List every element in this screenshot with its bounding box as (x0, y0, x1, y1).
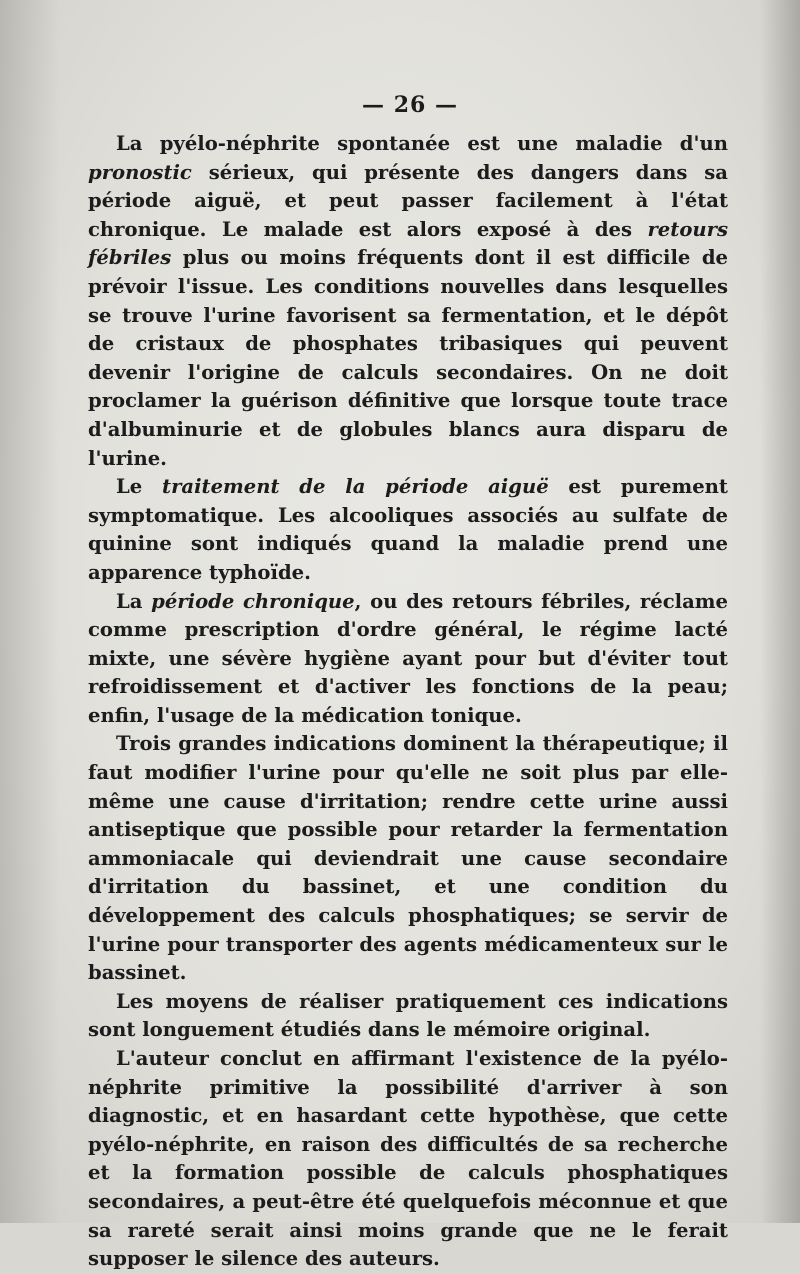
italic-phrase: période chronique (151, 589, 355, 613)
italic-phrase: pronostic (88, 160, 192, 184)
text-run: plus ou moins fréquents dont il est difficile de prévoir l'issue. Les conditions nouvelles dans lesquelles se trouve l'urine favorisent sa fermentation, et le dépôt de cristaux de phosphates tribasiques qui peuvent devenir l'origine de calculs secondaires. On ne doit proclamer la guérison définitive que lorsque toute trace d'albuminurie et de globules blancs aura disparu de l'urine. (88, 246, 728, 470)
text-run: Les moyens de réaliser pratiquement ces indications sont longuement étudiés dans le mémoire original. (88, 989, 728, 1042)
paragraph (88, 130, 728, 473)
text-run: est purement symptomatique. Les alcooliques associés au sulfate de quinine sont indiqués quand la maladie prend une apparence typhoïde. (88, 475, 728, 584)
text-run: Trois grandes indications dominent la thérapeutique; il faut modifier l'urine pour qu'elle ne soit plus par elle-même une cause d'irritation; rendre cette urine aussi antiseptique que possible pour retarder la fermentation ammoniacale qui deviendrait une cause secondaire d'irritation du bassinet, et une condition du développement des calculs phosphatiques; se servir de l'urine pour transporter des agents médicamenteux sur le bassinet. (88, 732, 728, 985)
text-run: , ou des retours fébriles, réclame comme prescription d'ordre général, le régime lacté mixte, une sévère hygiène ayant pour but d'éviter tout refroidissement et d'activer les fonctions de la peau; enfin, l'usage de la médication tonique. (88, 589, 728, 727)
italic-phrase: retours fébriles (88, 217, 728, 270)
paragraph (88, 473, 728, 587)
paragraph (88, 588, 728, 731)
page-gutter-shadow (0, 0, 60, 1223)
text-run: La pyélo-néphrite spontanée est une maladie d'un (116, 132, 728, 155)
text-run: La (116, 589, 152, 613)
body-text (88, 130, 728, 1274)
text-run: L'auteur conclut en affirmant l'existence de la pyélo-néphrite primitive la possibilité d'arriver à son diagnostic, et en hasardant cette hypothèse, que cette pyélo-néphrite, en raison des difficultés de sa recherche et la formation possible de calculs phosphatiques secondaires, a peut-être été quelquefois méconnue et que sa rareté serait ainsi moins grande que ne le ferait supposer le silence des auteurs. (88, 1047, 728, 1271)
page-number: — 26 — (362, 92, 458, 118)
paragraph (88, 730, 728, 987)
paragraph (88, 988, 728, 1045)
text-run: Le (116, 475, 163, 499)
paragraph (88, 1045, 728, 1274)
page-edge-shadow (760, 0, 800, 1223)
text-run: sérieux, qui présente des dangers dans sa période aiguë, et peut passer facilement à l'état chronique. Le malade est alors exposé à des (88, 160, 728, 241)
italic-phrase: traitement de la période aiguë (162, 475, 549, 499)
